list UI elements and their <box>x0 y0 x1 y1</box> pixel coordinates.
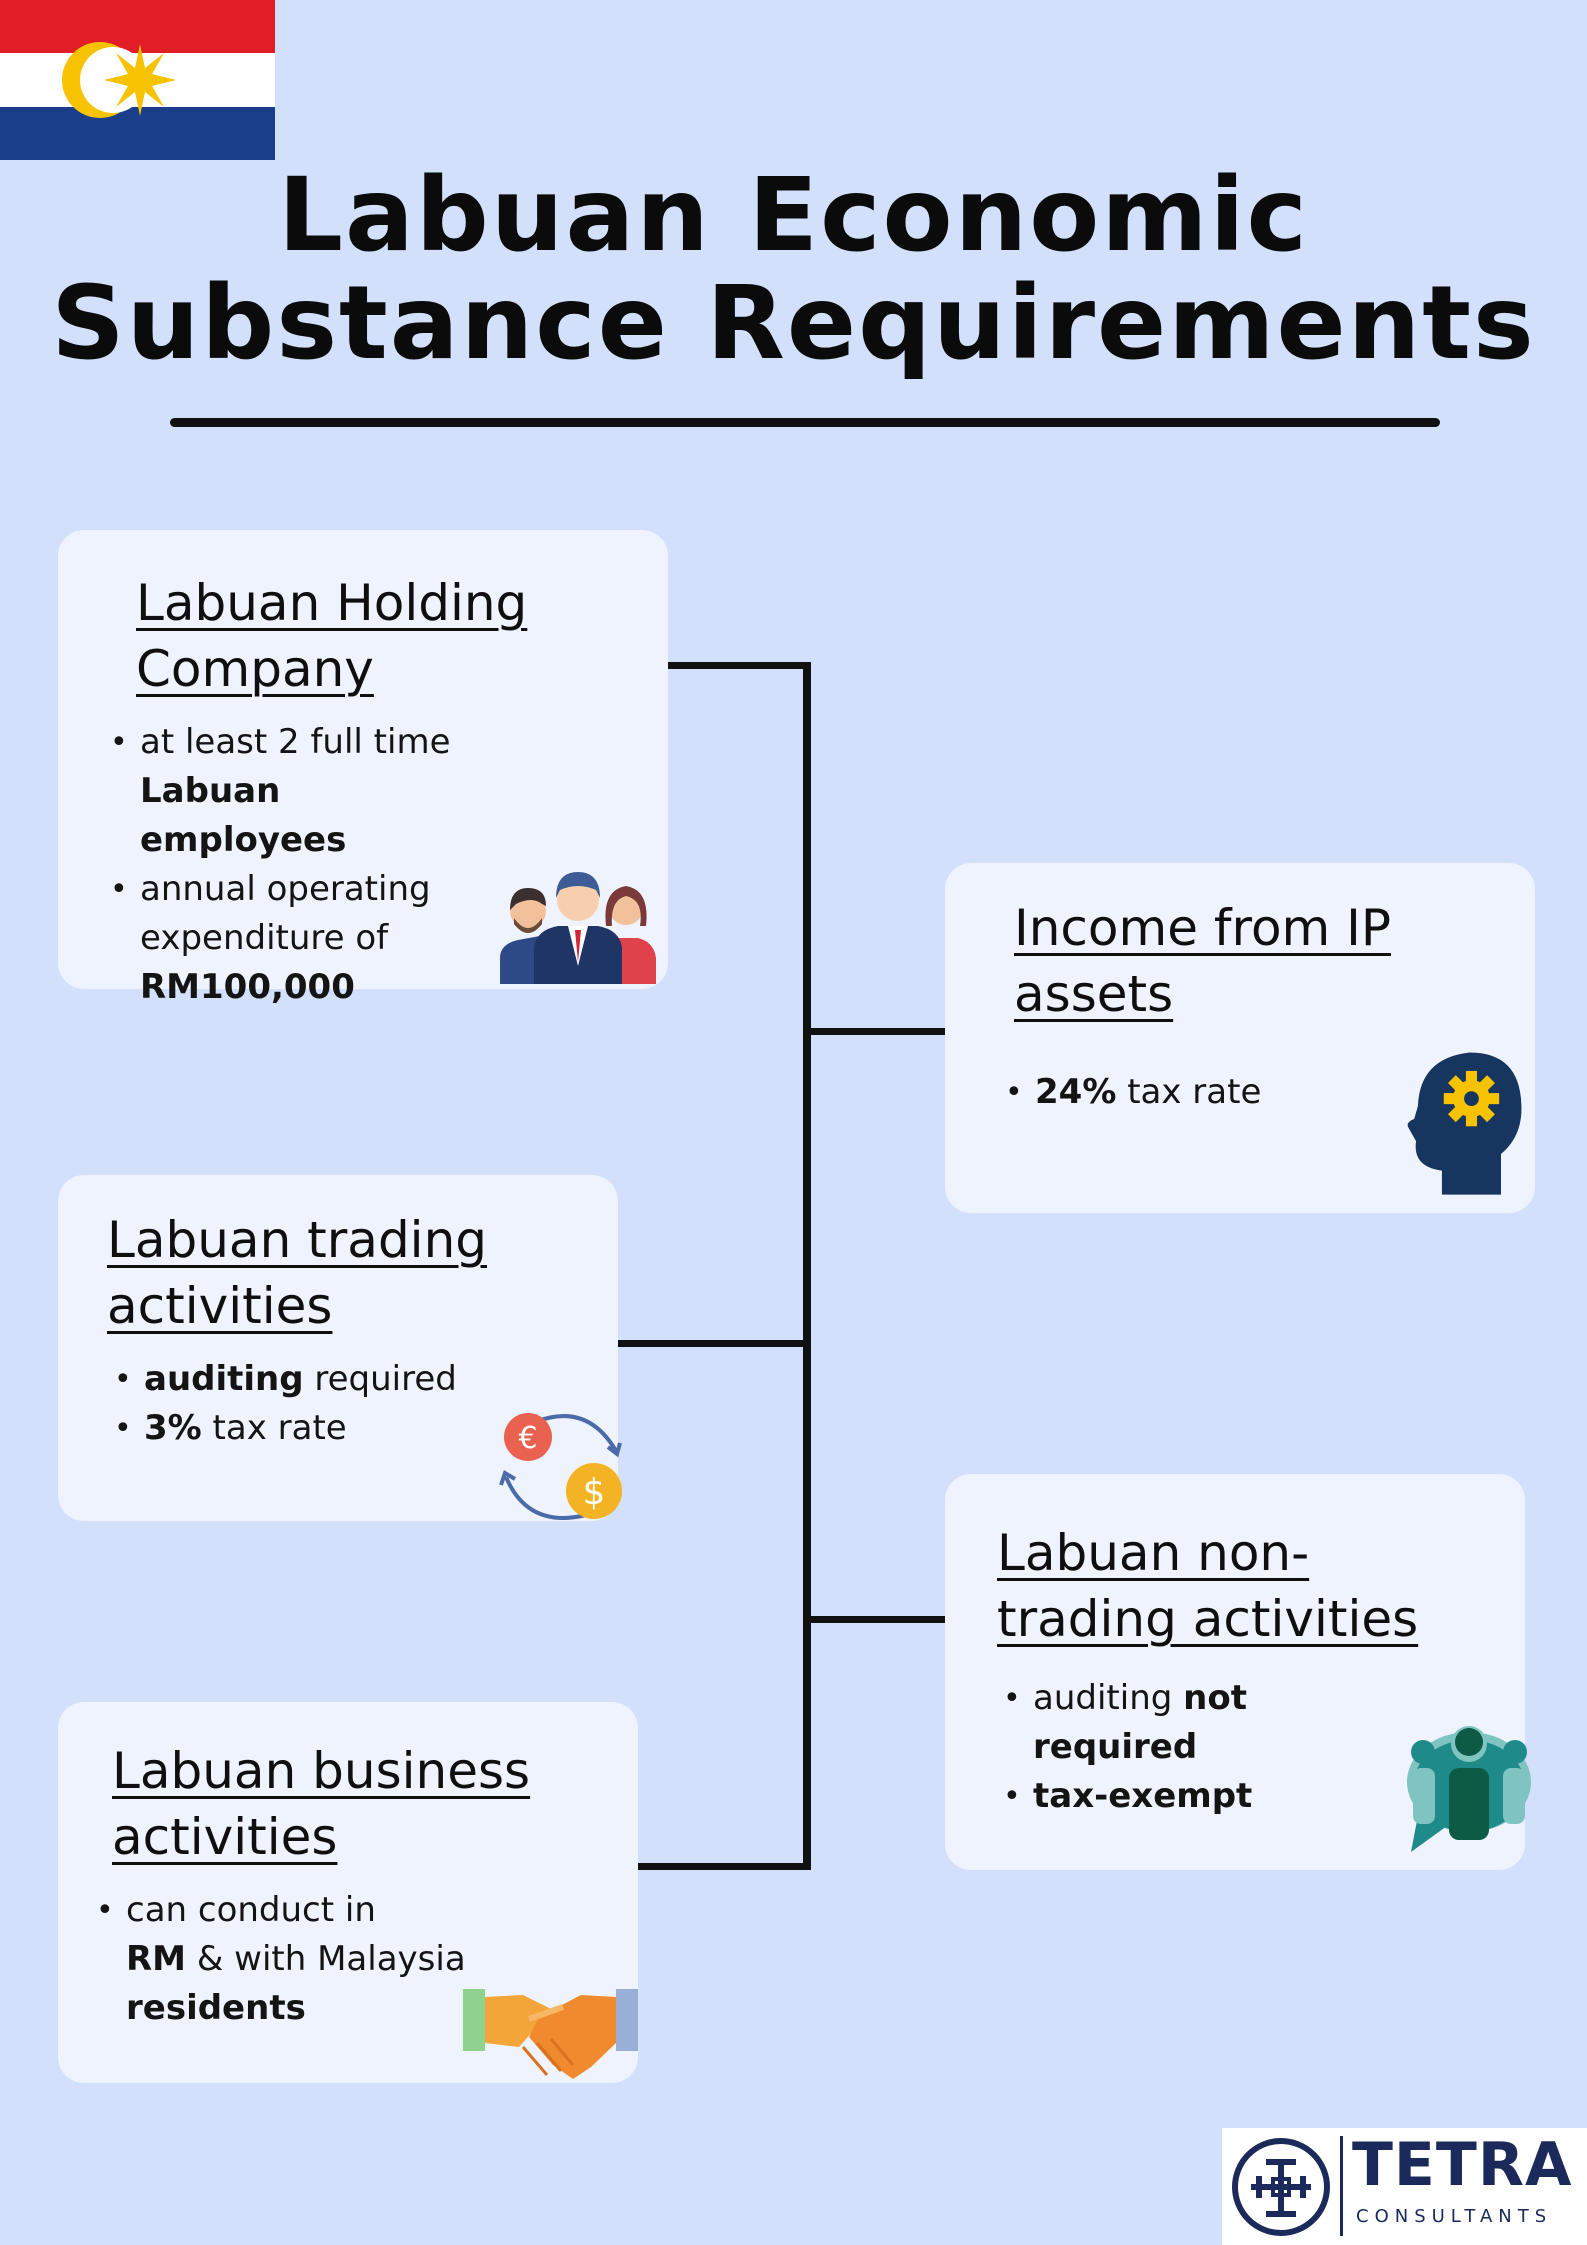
card-title-line1: Labuan Holding <box>136 574 528 632</box>
bullet-item: • annual operating expenditure of RM100,000 <box>110 865 590 1012</box>
bullet-item: • 3% tax rate <box>114 1404 554 1453</box>
group-chat-icon <box>1403 1722 1533 1862</box>
bullet-list <box>96 1886 516 2033</box>
page-title-line2: Substance Requirements <box>51 264 1536 383</box>
head-gear-icon <box>1405 1038 1525 1198</box>
card-title-line2: activities <box>112 1808 338 1866</box>
bullet-item: • can conduct in RM & with Malaysia residents <box>96 1886 516 2033</box>
card-title-line2: activities <box>107 1277 333 1335</box>
page-title-line1: Labuan Economic <box>277 156 1310 275</box>
card-business-activities <box>58 1702 638 2083</box>
card-holding-company <box>58 530 668 1007</box>
card-title-line2: Company <box>136 640 374 698</box>
card-title-line1: Income from IP <box>1014 899 1392 957</box>
card-trading-activities <box>58 1175 618 1521</box>
connector-nontrading <box>803 1616 945 1623</box>
bullet-list <box>114 1355 554 1453</box>
logo-divider <box>1340 2136 1343 2236</box>
handshake-icon <box>463 1987 638 2087</box>
connector-business <box>638 1863 811 1870</box>
title-divider <box>170 418 1440 427</box>
card-title-line1: Labuan non- <box>997 1524 1310 1582</box>
card-title <box>997 1520 1418 1652</box>
bullet-item: • auditing not required <box>1003 1674 1403 1772</box>
card-title <box>1014 895 1391 1027</box>
card-title <box>107 1207 487 1339</box>
bullet-list <box>1003 1674 1403 1821</box>
labuan-flag-icon <box>0 0 275 160</box>
bullet-item: • auditing required <box>114 1355 554 1404</box>
connector-holding <box>668 662 811 669</box>
team-people-icon <box>498 866 658 986</box>
card-title <box>112 1738 530 1870</box>
card-title-line2: trading activities <box>997 1590 1419 1648</box>
card-nontrading-activities <box>945 1474 1525 1870</box>
connector-ip <box>803 1028 945 1035</box>
svg-text:$: $ <box>582 1472 606 1513</box>
connector-trading <box>617 1340 811 1347</box>
card-title-line1: Labuan trading <box>107 1211 488 1269</box>
bullet-list <box>1005 1068 1425 1117</box>
svg-text:€: € <box>518 1421 538 1456</box>
logo-name: TETRA <box>1352 2130 1573 2200</box>
card-title <box>136 570 527 702</box>
card-ip-income <box>945 863 1535 1213</box>
tetra-logo-icon <box>1226 2132 1336 2242</box>
tetra-logo <box>1222 2128 1587 2245</box>
currency-exchange-icon <box>498 1407 628 1527</box>
bullet-item: • tax-exempt <box>1003 1772 1403 1821</box>
bullet-item: • at least 2 full time Labuan employees <box>110 718 590 865</box>
card-title-line2: assets <box>1014 965 1174 1023</box>
logo-subtitle: CONSULTANTS <box>1356 2206 1553 2227</box>
card-title-line1: Labuan business <box>112 1742 531 1800</box>
connector-vertical <box>803 664 811 1870</box>
bullet-item: • 24% tax rate <box>1005 1068 1425 1117</box>
